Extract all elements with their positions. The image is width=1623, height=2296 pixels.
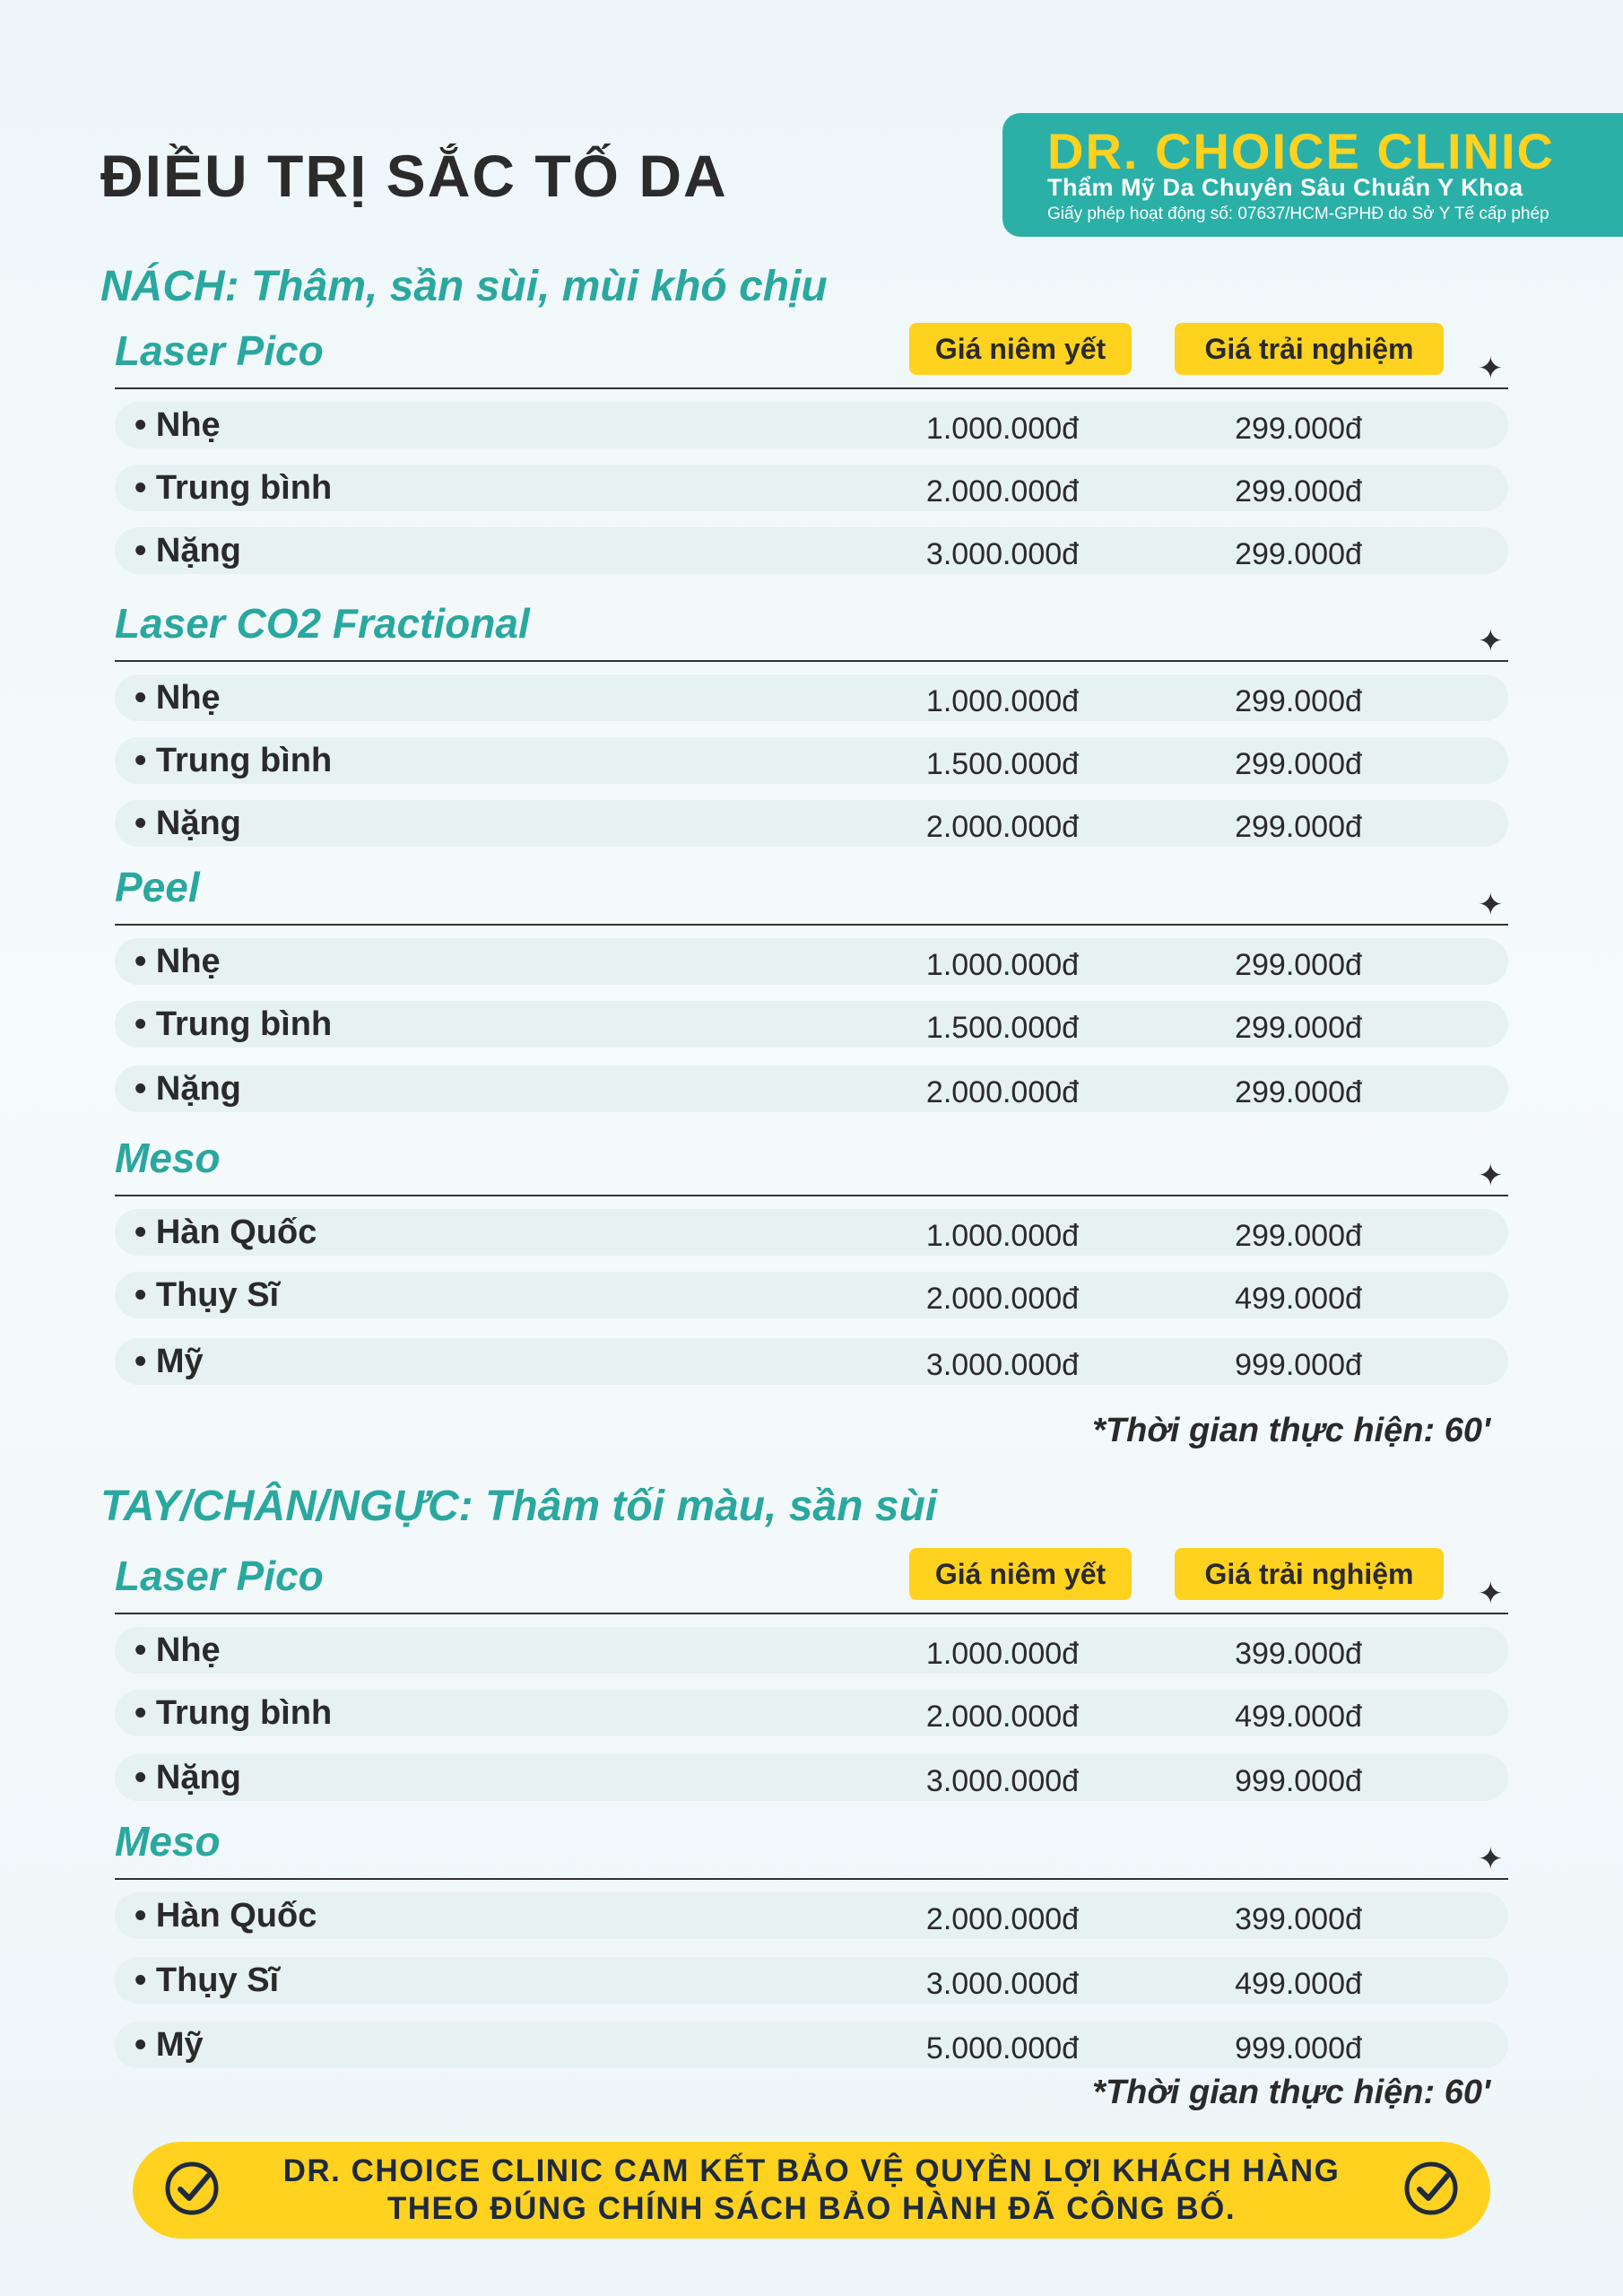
list-price: 2.000.000đ	[925, 474, 1080, 509]
list-price: 1.000.000đ	[925, 1637, 1080, 1671]
list-price: 1.000.000đ	[925, 412, 1080, 446]
table-row	[115, 1209, 1508, 1256]
trial-price-header: Giá trải nghiệm	[1175, 1548, 1444, 1600]
table-row	[115, 1627, 1508, 1674]
brand-license: Giấy phép hoạt động số: 07637/HCM-GPHĐ do Sở Y Tế cấp phép	[1047, 204, 1549, 223]
group-title: Meso	[115, 1135, 221, 1181]
table-row	[115, 465, 1508, 511]
trial-price: 399.000đ	[1235, 1637, 1362, 1671]
divider	[115, 924, 1508, 926]
check-circle-icon	[163, 2160, 221, 2217]
row-label: • Hàn Quốc	[135, 1892, 317, 1939]
trial-price: 299.000đ	[1235, 412, 1362, 446]
list-price-header: Giá niêm yết	[909, 323, 1132, 375]
row-label: • Mỹ	[135, 2022, 204, 2068]
commitment-banner	[133, 2142, 1490, 2239]
trial-price: 299.000đ	[1235, 948, 1362, 982]
divider	[115, 1195, 1508, 1196]
group-title: Meso	[115, 1818, 221, 1865]
page-title: ĐIỀU TRỊ SẮC TỐ DA	[100, 143, 728, 209]
trial-price: 499.000đ	[1235, 1967, 1362, 2001]
list-price: 1.500.000đ	[925, 1011, 1080, 1045]
duration-note: *Thời gian thực hiện: 60'	[1092, 1412, 1490, 1449]
table-row	[115, 527, 1508, 574]
trial-price: 999.000đ	[1235, 2031, 1362, 2066]
check-circle-icon	[1402, 2160, 1460, 2217]
trial-price: 299.000đ	[1235, 810, 1362, 844]
commitment-text	[258, 2152, 1365, 2228]
section-title: NÁCH: Thâm, sần sùi, mùi khó chịu	[100, 263, 828, 310]
trial-price: 299.000đ	[1235, 474, 1362, 509]
table-row	[115, 1754, 1508, 1801]
list-price: 1.000.000đ	[925, 948, 1080, 982]
row-label: • Mỹ	[135, 1338, 204, 1385]
brand-tagline: Thẩm Mỹ Da Chuyên Sâu Chuẩn Y Khoa	[1047, 174, 1523, 201]
divider	[115, 387, 1508, 389]
trial-price: 499.000đ	[1235, 1282, 1362, 1316]
trial-price: 999.000đ	[1235, 1348, 1362, 1382]
sparkle-icon: ✦	[1478, 352, 1504, 386]
table-row	[115, 938, 1508, 985]
sparkle-icon: ✦	[1478, 624, 1504, 658]
row-label: • Nặng	[135, 800, 241, 847]
group-title: Laser CO2 Fractional	[115, 600, 530, 647]
list-price: 3.000.000đ	[925, 1764, 1080, 1798]
section-title: TAY/CHÂN/NGỰC: Thâm tối màu, sần sùi	[100, 1483, 938, 1530]
trial-price: 299.000đ	[1235, 1219, 1362, 1253]
trial-price-header: Giá trải nghiệm	[1175, 323, 1444, 375]
trial-price: 299.000đ	[1235, 684, 1362, 718]
group-title: Peel	[115, 864, 200, 910]
row-label: • Thụy Sĩ	[135, 1272, 279, 1318]
duration-note: *Thời gian thực hiện: 60'	[1092, 2074, 1490, 2111]
group-title: Laser Pico	[115, 327, 324, 374]
list-price-header: Giá niêm yết	[909, 1548, 1132, 1600]
row-label: • Nhẹ	[135, 402, 221, 448]
row-label: • Nặng	[135, 527, 241, 574]
table-row	[115, 1892, 1508, 1939]
list-price: 1.000.000đ	[925, 684, 1080, 718]
sparkle-icon: ✦	[1478, 1159, 1504, 1193]
table-row	[115, 2022, 1508, 2068]
sparkle-icon: ✦	[1478, 888, 1504, 922]
trial-price: 299.000đ	[1235, 1011, 1362, 1045]
commitment-line-1: DR. CHOICE CLINIC CAM KẾT BẢO VỆ QUYỀN LỢI KHÁCH HÀNG	[282, 2153, 1341, 2188]
table-row	[115, 1690, 1508, 1736]
table-row	[115, 402, 1508, 448]
trial-price: 999.000đ	[1235, 1764, 1362, 1798]
row-label: • Nặng	[135, 1754, 241, 1801]
list-price: 2.000.000đ	[925, 1902, 1080, 1936]
sparkle-icon: ✦	[1478, 1842, 1504, 1876]
divider	[115, 1878, 1508, 1880]
group-title: Laser Pico	[115, 1552, 324, 1599]
list-price: 1.500.000đ	[925, 747, 1080, 781]
table-row	[115, 1957, 1508, 2004]
table-row	[115, 1272, 1508, 1318]
divider	[115, 1613, 1508, 1614]
row-label: • Hàn Quốc	[135, 1209, 317, 1256]
table-row	[115, 1338, 1508, 1385]
list-price: 2.000.000đ	[925, 1075, 1080, 1109]
row-label: • Nhẹ	[135, 674, 221, 721]
trial-price: 499.000đ	[1235, 1700, 1362, 1734]
row-label: • Nặng	[135, 1065, 241, 1112]
row-label: • Trung bình	[135, 1001, 332, 1048]
list-price: 3.000.000đ	[925, 537, 1080, 571]
trial-price: 399.000đ	[1235, 1902, 1362, 1936]
row-label: • Nhẹ	[135, 1627, 221, 1674]
table-row	[115, 1001, 1508, 1048]
sparkle-icon: ✦	[1478, 1577, 1504, 1611]
table-row	[115, 800, 1508, 847]
commitment-line-2: THEO ĐÚNG CHÍNH SÁCH BẢO HÀNH ĐÃ CÔNG BỐ.	[386, 2191, 1237, 2226]
list-price: 2.000.000đ	[925, 1700, 1080, 1734]
list-price: 3.000.000đ	[925, 1348, 1080, 1382]
table-row	[115, 737, 1508, 784]
trial-price: 299.000đ	[1235, 747, 1362, 781]
row-label: • Trung bình	[135, 465, 332, 511]
row-label: • Thụy Sĩ	[135, 1957, 279, 2004]
trial-price: 299.000đ	[1235, 1075, 1362, 1109]
list-price: 2.000.000đ	[925, 1282, 1080, 1316]
list-price: 1.000.000đ	[925, 1219, 1080, 1253]
divider	[115, 660, 1508, 662]
row-label: • Trung bình	[135, 737, 332, 784]
trial-price: 299.000đ	[1235, 537, 1362, 571]
list-price: 2.000.000đ	[925, 810, 1080, 844]
row-label: • Nhẹ	[135, 938, 221, 985]
list-price: 5.000.000đ	[925, 2031, 1080, 2066]
brand-name: DR. CHOICE CLINIC	[1047, 123, 1555, 179]
brand-logo	[1002, 113, 1623, 237]
list-price: 3.000.000đ	[925, 1967, 1080, 2001]
table-row	[115, 674, 1508, 721]
row-label: • Trung bình	[135, 1690, 332, 1736]
table-row	[115, 1065, 1508, 1112]
